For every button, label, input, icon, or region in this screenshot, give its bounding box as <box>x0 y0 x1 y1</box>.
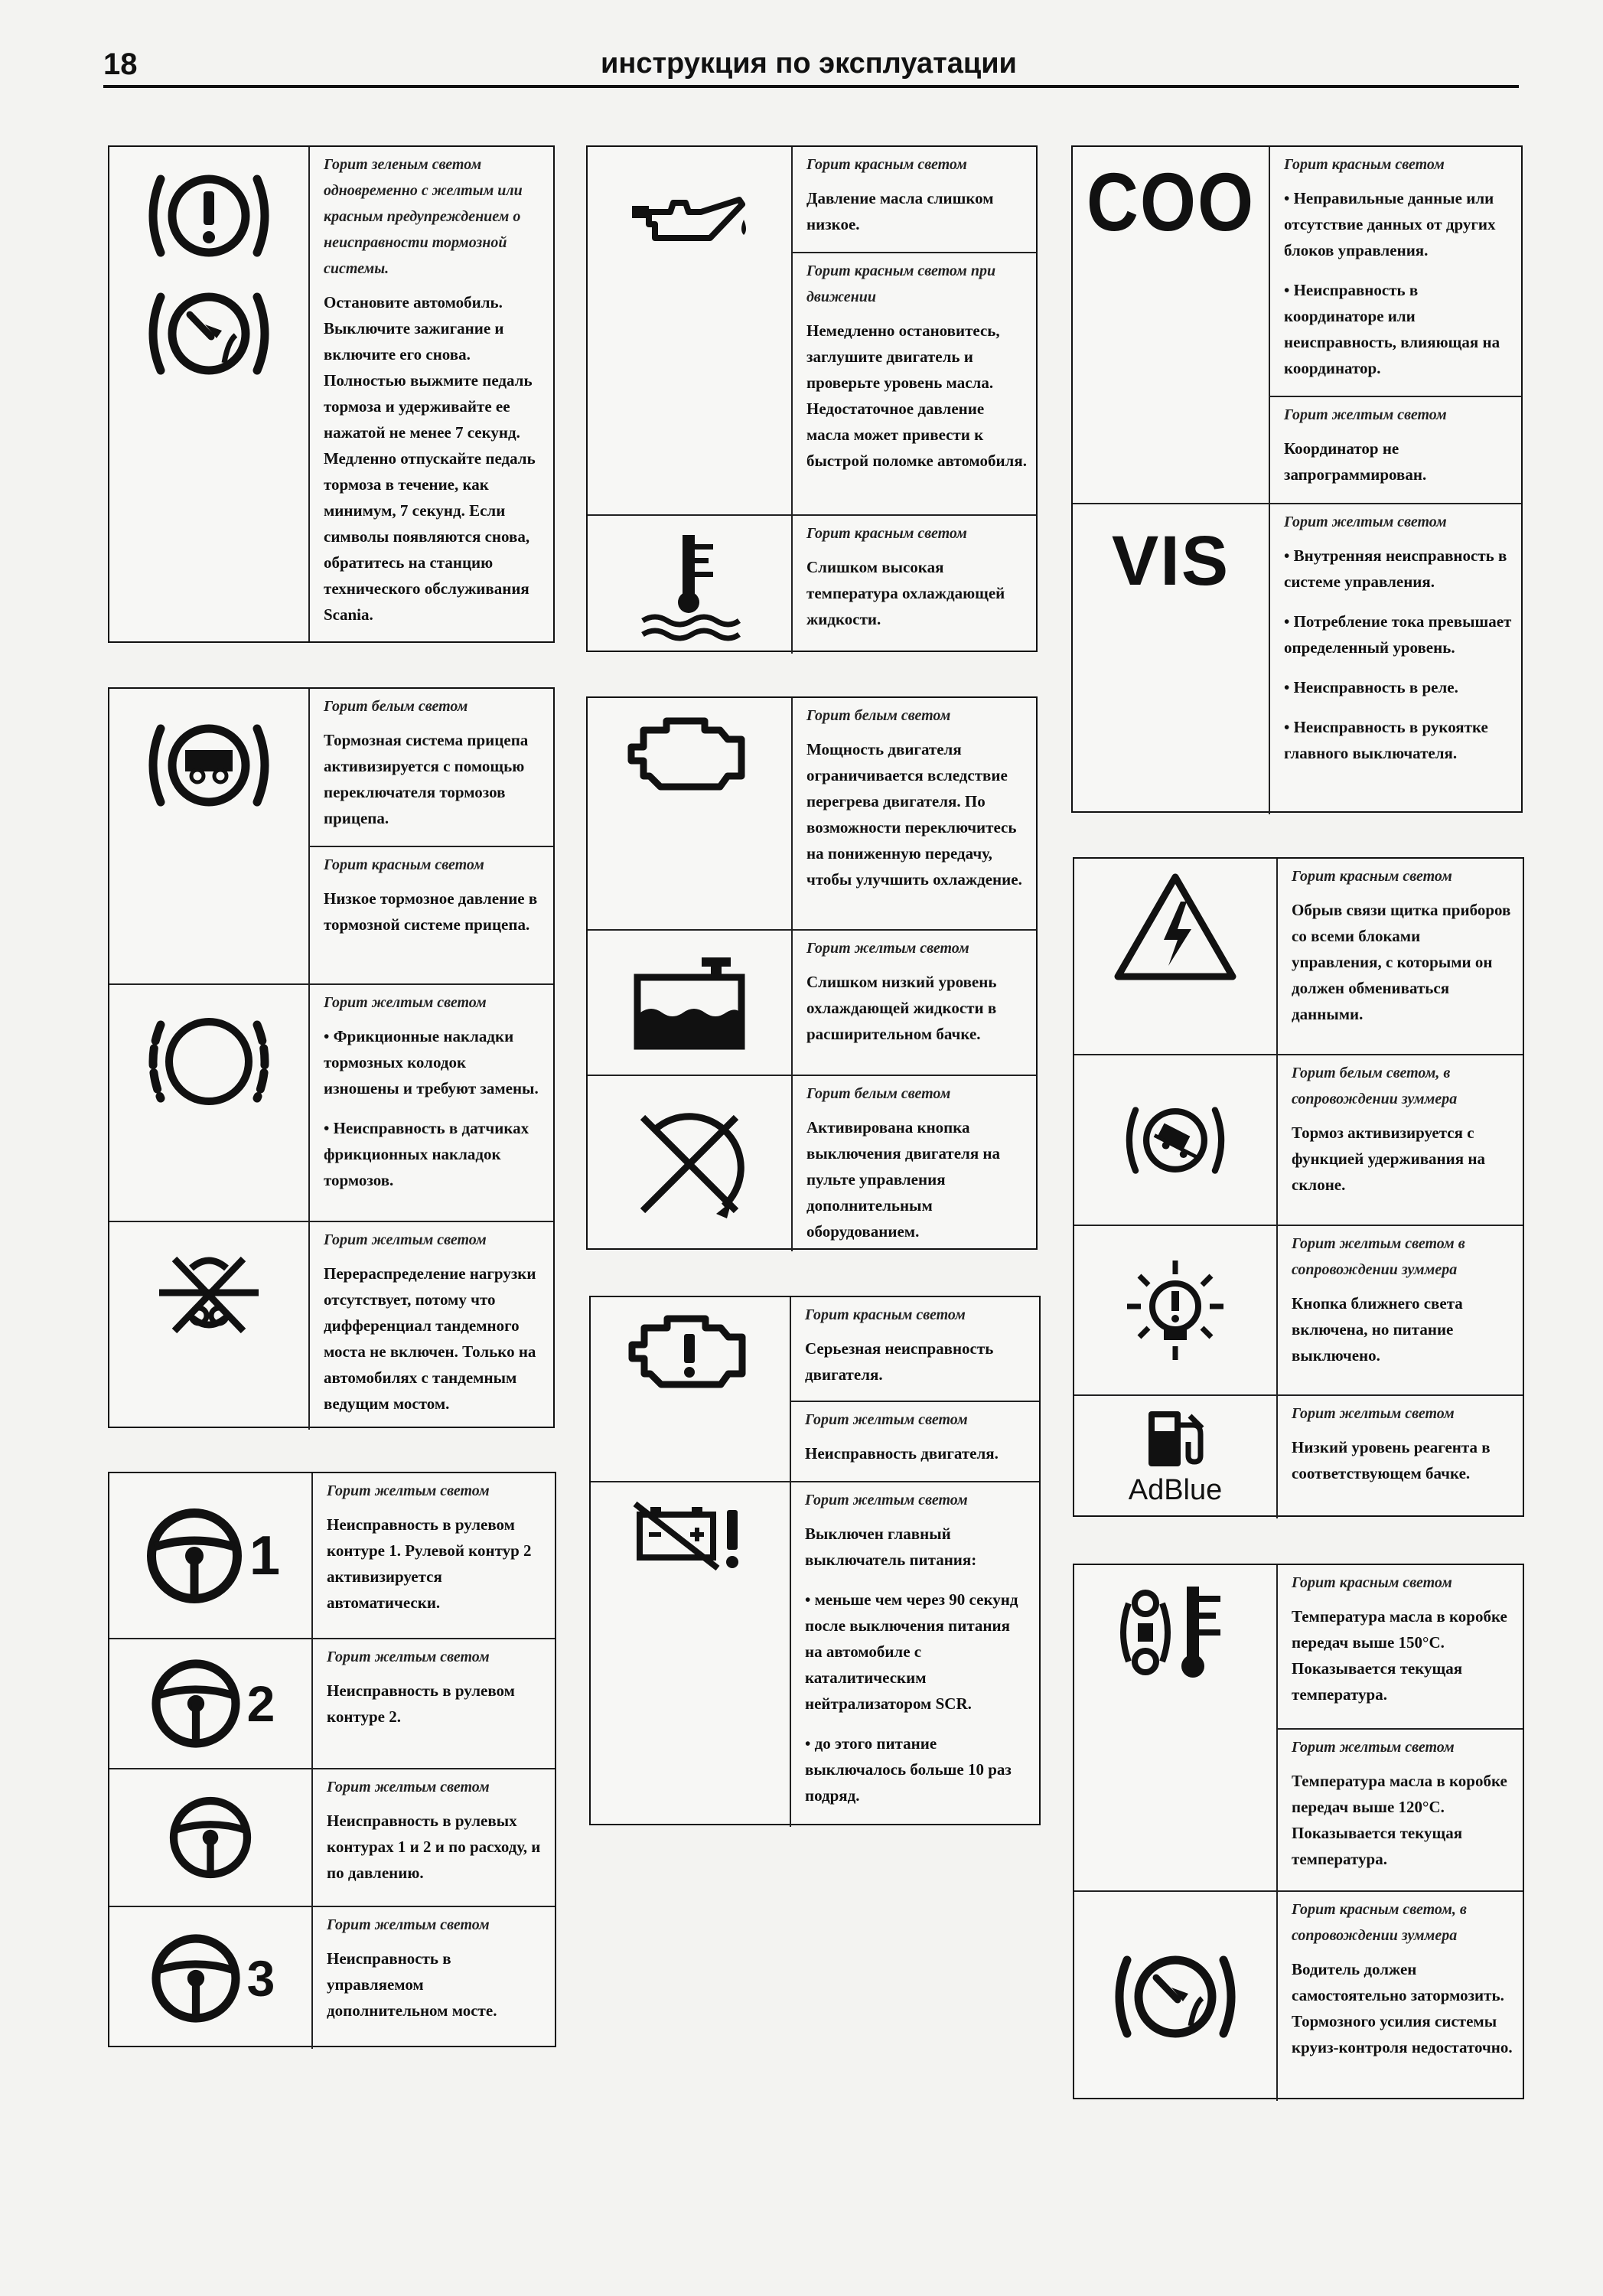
vis-body-2: • Потребление тока превышает определенный уровень. <box>1284 612 1512 657</box>
coo-body-yellow: Координатор не запрограммирован. <box>1284 439 1427 484</box>
differential-lock-off-icon <box>152 1245 266 1345</box>
dipped-beam-row <box>1074 1225 1523 1394</box>
diff-lock-body: Перераспределение нагрузки отсутствует, потому что дифференциал тандемного моста не включен. Только на автомобилях с тандемным ведущим мостом. <box>324 1264 536 1413</box>
page-title: инструкция по эксплуатации <box>601 47 1017 80</box>
brake-warning-icon <box>144 162 274 269</box>
steering-wheel-icon <box>146 1929 246 2028</box>
coo-body-red-1: • Неправильные данные или отсутствие данных от других блоков управления. <box>1284 189 1496 259</box>
coolant-level-icon <box>628 953 751 1052</box>
gearbox-temp-body-red: Температура масла в коробке передач выше 150°C. Показывается текущая температура. <box>1292 1607 1507 1704</box>
coolant-temp-icon-cell <box>588 516 793 654</box>
page-number: 18 <box>103 47 138 81</box>
adblue-body: Низкий уровень реагента в соответствующем бачке. <box>1292 1438 1491 1482</box>
main-switch-body-3: • до этого питание выключалось больше 10 раз подряд. <box>805 1734 1012 1805</box>
gearbox-temp-head-yellow: Горит желтым светом <box>1292 1739 1455 1756</box>
engine-fault-body-yellow: Неисправность двигателя. <box>805 1444 999 1463</box>
adblue-label: AdBlue <box>1128 1473 1223 1506</box>
coolant-level-row <box>588 929 1036 1075</box>
hill-hold-row <box>1074 1054 1523 1225</box>
steering-2-body: Неисправность в рулевом контуре 2. <box>327 1681 515 1726</box>
engine-fault-row <box>591 1297 1039 1481</box>
steering-row-2 <box>109 1638 555 1768</box>
gearbox-temp-row <box>1074 1565 1523 1890</box>
adblue-row <box>1074 1394 1523 1518</box>
steering-1-body: Неисправность в рулевом контуре 1. Рулевой контур 2 активизируется автоматически. <box>327 1515 532 1612</box>
oil-pressure-row <box>588 147 1036 514</box>
brake-fault-icons <box>109 147 310 641</box>
engine-fault-icon <box>621 1305 759 1397</box>
vis-row <box>1073 503 1521 814</box>
steering-wheel-icon <box>141 1502 248 1609</box>
steering-row-1 <box>109 1473 555 1638</box>
adblue-icon-cell <box>1074 1396 1278 1518</box>
coolant-level-icon-cell <box>588 931 793 1075</box>
cruise-brake-row <box>1074 1890 1523 2101</box>
steering-wheel-icon <box>165 1792 256 1883</box>
coo-head-red: Горит красным светом <box>1284 156 1445 173</box>
engine-power-icon-cell <box>588 698 793 929</box>
steering-4-icon-cell <box>109 1907 313 2049</box>
vis-body-4: • Неисправность в рукоятке главного выключателя. <box>1284 718 1488 762</box>
engine-fault-head-yellow: Горит желтым светом <box>805 1411 968 1428</box>
trailer-brake-icon <box>144 712 274 819</box>
vis-label: VIS <box>1111 522 1230 600</box>
engine-fault-body-red: Серьезная неисправность двигателя. <box>805 1339 994 1384</box>
steering-block <box>108 1472 556 2047</box>
dipped-beam-body: Кнопка ближнего света включена, но питание выключено. <box>1292 1294 1463 1365</box>
engine-shutdown-row <box>588 1075 1036 1251</box>
vis-body-1: • Внутренняя неисправность в системе управления. <box>1284 546 1507 591</box>
main-switch-head: Горит желтым светом <box>805 1492 968 1508</box>
engine-fault-icon-cell <box>591 1297 791 1481</box>
coolant-temp-row <box>588 514 1036 654</box>
engine-fault-head-red: Горит красным светом <box>805 1306 966 1323</box>
trailer-brake-body-white: Тормозная система прицепа активизируется с помощью переключателя тормозов прицепа. <box>324 731 529 827</box>
engine-shutdown-icon-cell <box>588 1076 793 1251</box>
oil-pressure-head-2: Горит красным светом при движении <box>806 263 996 305</box>
vis-head: Горит желтым светом <box>1284 514 1447 530</box>
diff-lock-icon-cell <box>109 1222 310 1430</box>
high-voltage-warning-icon <box>1110 869 1240 984</box>
coo-row <box>1073 147 1521 503</box>
oil-pressure-head-1: Горит красным светом <box>806 156 967 173</box>
engine-power-body: Мощность двигателя ограничивается вследствие перегрева двигателя. По возможности переключитесь на пониженную передачу, чтобы улучшить охлаждение. <box>806 740 1022 889</box>
coolant-temp-body: Слишком высокая температура охлаждающей жидкости. <box>806 558 1005 628</box>
coo-icon-cell <box>1073 147 1270 503</box>
main-switch-body-2: • меньше чем через 90 секунд после выключения питания на автомобиле с каталитическим нейтрализатором SCR. <box>805 1590 1018 1713</box>
bulb-warning-icon <box>1118 1253 1233 1368</box>
diff-lock-row <box>109 1221 553 1430</box>
trailer-brake-body-red: Низкое тормозное давление в тормозной системе прицепа. <box>324 889 538 934</box>
coo-head-yellow: Горит желтым светом <box>1284 406 1447 423</box>
vis-body-3: • Неисправность в реле. <box>1284 678 1458 696</box>
coo-label: COO <box>1086 155 1256 248</box>
oil-coolant-block <box>586 145 1038 652</box>
steering-3-icon-cell <box>109 1769 313 1906</box>
comm-fault-head: Горит красным светом <box>1292 868 1452 885</box>
trailer-brake-row <box>109 689 553 983</box>
gearbox-block <box>1073 1564 1524 2099</box>
steering-circuit-1-label: 1 <box>249 1525 281 1587</box>
coolant-level-head: Горит желтым светом <box>806 940 969 957</box>
steering-row-4 <box>109 1906 555 2049</box>
cruise-brake-icon-cell <box>1074 1892 1278 2101</box>
hill-hold-icon <box>1122 1094 1229 1186</box>
brake-pads-body-1: • Фрикционные накладки тормозных колодок изношены и требуют замены. <box>324 1027 539 1097</box>
steering-axle-3-label: 3 <box>246 1949 275 2007</box>
steering-row-3 <box>109 1768 555 1906</box>
engine-icon <box>621 707 758 799</box>
comm-fault-row <box>1074 859 1523 1054</box>
trailer-brake-head-red: Горит красным светом <box>324 856 484 873</box>
steering-2-icon-cell <box>109 1639 313 1768</box>
brake-fault-body: Остановите автомобиль. Выключите зажигание и включите его снова. Полностью выжмите педаль тормоза и удерживайте ее нажатой не менее 7 секунд. Медленно отпускайте педаль тормоза в течение, как минимум, 7 секунд. Если символы появляются снова, обратитесь на станцию технического обслуживания Scania. <box>324 293 536 624</box>
comm-fault-body: Обрыв связи щитка приборов со всеми блоками управления, с которыми он должен обмениваться данными. <box>1292 901 1511 1023</box>
trailer-brake-head-white: Горит белым светом <box>324 698 468 715</box>
steering-1-icon-cell <box>109 1473 313 1638</box>
steering-wheel-icon <box>146 1654 246 1753</box>
oil-can-icon <box>624 189 754 250</box>
coolant-temp-head: Горит красным светом <box>806 525 967 542</box>
page-header <box>103 46 1519 88</box>
cruise-brake-head: Горит красным светом, в сопровождении зуммера <box>1292 1901 1467 1944</box>
vis-icon-cell <box>1073 504 1270 814</box>
hill-hold-head: Горит белым светом, в сопровождении зуммера <box>1292 1065 1458 1107</box>
cruise-brake-body: Водитель должен самостоятельно затормозить. Тормозного усилия системы круиз-контроля недостаточно. <box>1292 1960 1513 2056</box>
diff-lock-head: Горит желтым светом <box>324 1231 487 1248</box>
brake-pad-wear-icon <box>144 1008 274 1115</box>
engine-shutdown-body: Активирована кнопка выключения двигателя на пульте управления дополнительным оборудованием. <box>806 1118 1001 1241</box>
engine-shutdown-icon <box>624 1099 754 1229</box>
engine-power-row <box>588 698 1036 929</box>
steering-2-head: Горит желтым светом <box>327 1649 490 1665</box>
main-switch-row <box>591 1481 1039 1827</box>
brake-pads-head: Горит желтым светом <box>324 994 487 1011</box>
trailer-brake-block <box>108 687 555 1428</box>
brake-pads-row <box>109 983 553 1221</box>
steering-3-head: Горит желтым светом <box>327 1779 490 1795</box>
engine-shutdown-head: Горит белым светом <box>806 1085 951 1102</box>
engine-power-block <box>586 696 1038 1250</box>
coo-body-red-2: • Неисправность в координаторе или неисправность, влияющая на координатор. <box>1284 281 1500 377</box>
comm-fault-icon-cell <box>1074 859 1278 1054</box>
coolant-temperature-icon <box>632 527 747 642</box>
oil-pressure-body-2: Немедленно остановитесь, заглушите двигатель и проверьте уровень масла. Недостаточное давление масла может привести к быстрой поломке автомобиля. <box>806 321 1027 470</box>
brake-fault-block <box>108 145 555 643</box>
gearbox-temperature-icon <box>1110 1580 1240 1688</box>
steering-circuit-2-label: 2 <box>246 1675 275 1732</box>
steering-4-body: Неисправность в управляемом дополнительном мосте. <box>327 1949 497 2020</box>
gearbox-temp-head-red: Горит красным светом <box>1292 1574 1452 1591</box>
main-switch-body-1: Выключен главный выключатель питания: <box>805 1525 977 1569</box>
brake-fault-head: Горит зеленым светом одновременно с желтым или красным предупреждением о неисправности тормозной системы. <box>324 156 523 277</box>
steering-4-head: Горит желтым светом <box>327 1916 490 1933</box>
gearbox-temp-icon-cell <box>1074 1565 1278 1890</box>
trailer-brake-icon-cell <box>109 689 310 983</box>
coolant-level-body: Слишком низкий уровень охлаждающей жидкости в расширительном бачке. <box>806 973 997 1043</box>
hill-hold-body: Тормоз активизируется с функцией удерживания на склоне. <box>1292 1124 1485 1194</box>
dipped-beam-icon-cell <box>1074 1226 1278 1394</box>
dipped-beam-head: Горит желтым светом в сопровождении зуммера <box>1292 1235 1465 1278</box>
battery-main-switch-icon <box>629 1498 751 1574</box>
oil-pressure-body-1: Давление масла слишком низкое. <box>806 189 994 233</box>
steering-1-head: Горит желтым светом <box>327 1482 490 1499</box>
brake-pads-icon-cell <box>109 985 310 1221</box>
gearbox-temp-body-yellow: Температура масла в коробке передач выше 120°C. Показывается текущая температура. <box>1292 1772 1507 1868</box>
engine-power-head: Горит белым светом <box>806 707 951 724</box>
cruise-brake-gauge-icon <box>1110 1943 1240 2050</box>
main-switch-icon-cell <box>591 1482 791 1827</box>
adblue-head: Горит желтым светом <box>1292 1405 1455 1422</box>
engine-fault-block <box>589 1296 1041 1825</box>
misc-indicators-block <box>1073 857 1524 1517</box>
fuel-pump-icon <box>1141 1408 1210 1469</box>
brake-pads-body-2: • Неисправность в датчиках фрикционных накладок тормозов. <box>324 1119 529 1189</box>
coo-vis-block <box>1071 145 1523 813</box>
brake-pressure-gauge-icon <box>144 280 274 387</box>
steering-3-body: Неисправность в рулевых контурах 1 и 2 и по расходу, и по давлению. <box>327 1812 541 1882</box>
oil-pressure-icon-cell <box>588 147 793 514</box>
hill-hold-icon-cell <box>1074 1055 1278 1225</box>
